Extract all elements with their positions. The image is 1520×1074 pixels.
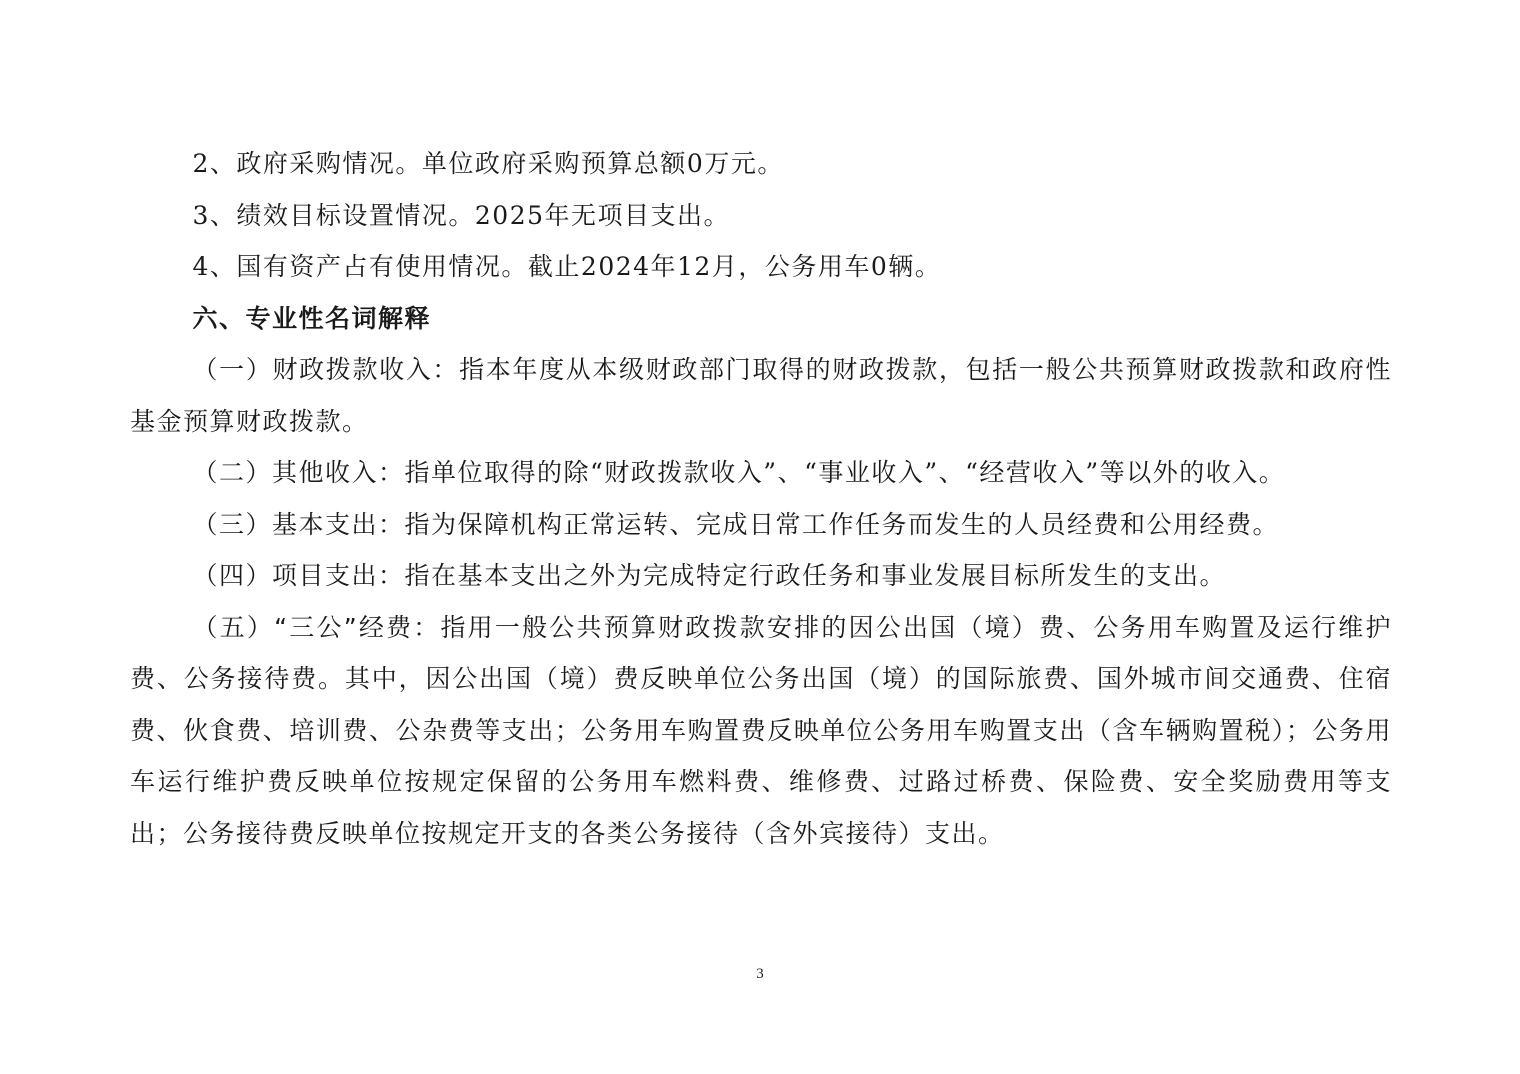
state-assets-paragraph: 4、国有资产占有使用情况。截止2024年12月，公务用车0辆。 [192, 252, 942, 281]
definition-fiscal-appropriation [130, 344, 1392, 447]
performance-goal-paragraph: 3、绩效目标设置情况。2025年无项目支出。 [192, 200, 731, 230]
definition-basic-expenditure [130, 499, 1392, 551]
definition-text: 指在基本支出之外为完成特定行政任务和事业发展目标所发生的支出。 [404, 561, 1227, 590]
definition-project-expenditure [130, 550, 1392, 602]
definition-text: 指用一般公共预算财政拨款安排的因公出国（境）费、公务用车购置及运行维护费、公务接待费。其中，因公出国（境）费反映单位公务出国（境）的国际旅费、国外城市间交通费、住宿费、伙食费、培训费、公杂费等支出；公务用车购置费反映单位公务用车购置支出（含车辆购置税）；公务用车运行维护费反映单位按规定保留的公务用车燃料费、维修费、过路过桥费、保险费、安全奖励费用等支出；公务接待费反映单位按规定开支的各类公务接待（含外宾接待）支出。 [130, 612, 1392, 848]
procurement-paragraph: 2、政府采购情况。单位政府采购预算总额0万元。 [192, 149, 784, 178]
definition-other-income [130, 447, 1392, 499]
definition-term: （五）“三公”经费： [192, 612, 441, 642]
definition-term: （一）财政拨款收入： [192, 355, 460, 384]
definition-text: 指单位取得的除“财政拨款收入”、“事业收入”、“经营收入”等以外的收入。 [404, 458, 1286, 487]
definition-text: 指本年度从本级财政部门取得的财政拨款，包括一般公共预算财政拨款和政府性基金预算财政拨款。 [130, 355, 1392, 436]
definition-term: （四）项目支出： [192, 561, 405, 590]
definition-term: （三）基本支出： [192, 509, 405, 539]
page-number: 3 [756, 966, 764, 982]
definition-text: 指为保障机构正常运转、完成日常工作任务而发生的人员经费和公用经费。 [404, 509, 1280, 539]
definition-three-public-expenses [130, 602, 1392, 860]
definition-term: （二）其他收入： [192, 458, 405, 487]
document-page [130, 138, 1392, 859]
section-heading: 六、专业性名词解释 [192, 303, 432, 333]
